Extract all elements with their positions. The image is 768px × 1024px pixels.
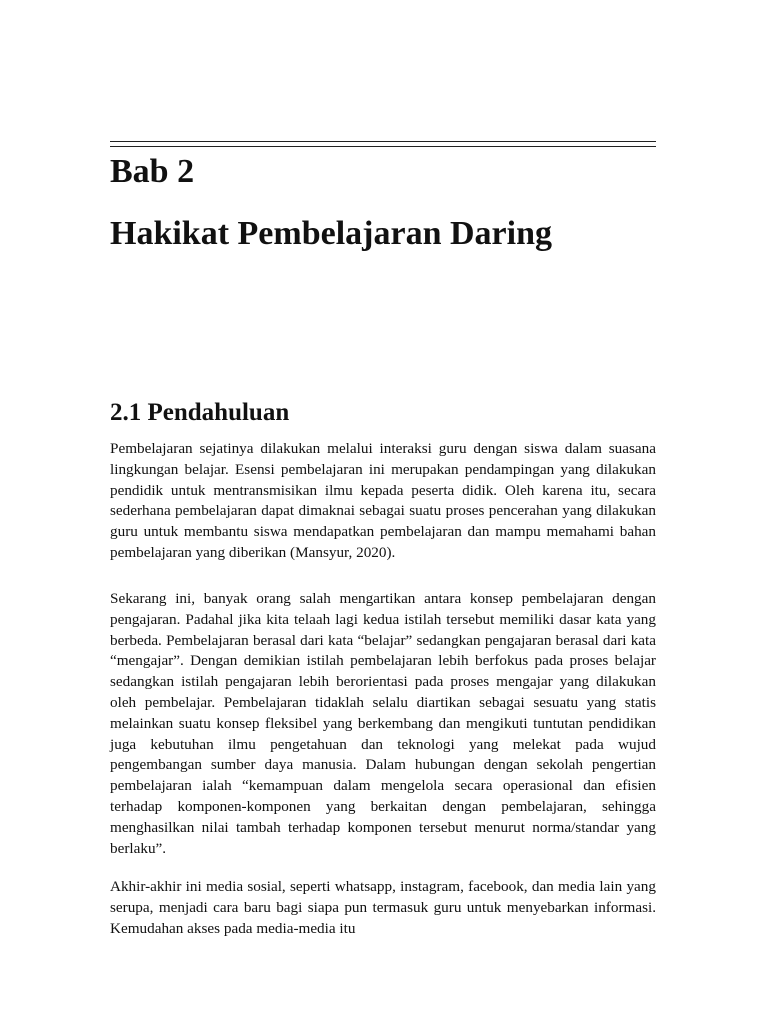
chapter-title: Hakikat Pembelajaran Daring — [110, 215, 552, 252]
chapter-top-rule-second — [110, 146, 656, 147]
section-heading: 2.1 Pendahuluan — [110, 399, 290, 426]
chapter-number: Bab 2 — [110, 153, 195, 190]
chapter-top-rule — [110, 141, 656, 142]
paragraph-2: Sekarang ini, banyak orang salah mengartikan antara konsep pembelajaran dengan pengajaran. Padahal jika kita telaah lagi kedua istilah tersebut memiliki dasar kata yang berbeda. Pembelajaran berasal dari kata “belajar” sedangkan pengajaran berasal dari kata “mengajar”. Dengan demikian istilah pembelajaran lebih berfokus pada proses belajar sedangkan istilah pengajaran lebih berorientasi pada proses mengajar yang dilakukan oleh pembelajar. Pembelajaran tidaklah selalu diartikan sebagai sesuatu yang statis melainkan suatu konsep fleksibel yang berkembang dan mengikuti tuntutan pendidikan juga kebutuhan ilmu pengetahuan dan teknologi yang melekat pada wujud pengembangan sumber daya manusia. Dalam hubungan dengan sekolah pengertian pembelajaran ialah “kemampuan dalam mengelola secara operasional dan efisien terhadap komponen-komponen yang berkaitan dengan pembelajaran, sehingga menghasilkan nilai tambah terhadap komponen tersebut menurut norma/standar yang berlaku”. — [110, 590, 656, 857]
paragraph-1: Pembelajaran sejatinya dilakukan melalui interaksi guru dengan siswa dalam suasana lingkungan belajar. Esensi pembelajaran ini merupakan pendampingan yang dilakukan pendidik untuk mentransmisikan ilmu kepada peserta didik. Oleh karena itu, secara sederhana pembelajaran dapat dimaknai sebagai suatu proses pencerahan yang dilakukan guru untuk membantu siswa mendapatkan pembelajaran dan mampu memahami bahan pembelajaran yang diberikan (Mansyur, 2020). — [110, 440, 656, 561]
paragraph-3: Akhir-akhir ini media sosial, seperti whatsapp, instagram, facebook, dan media lain yang serupa, menjadi cara baru bagi siapa pun termasuk guru untuk menyebarkan informasi. Kemudahan akses pada media-media itu — [110, 878, 656, 937]
